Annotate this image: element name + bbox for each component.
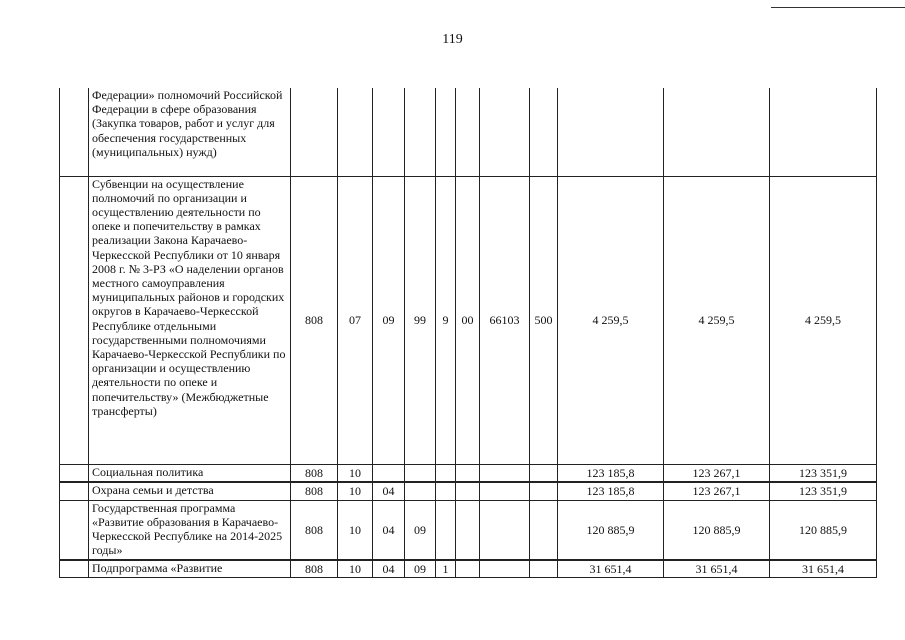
cell-pr: 04 bbox=[373, 500, 405, 560]
table-row bbox=[60, 176, 877, 464]
cell-vr: 500 bbox=[530, 176, 558, 464]
spacer-cell bbox=[60, 176, 89, 464]
cell-vr bbox=[530, 560, 558, 577]
table-row bbox=[60, 88, 877, 176]
table-row bbox=[60, 500, 877, 560]
cell-c4 bbox=[480, 88, 530, 176]
cell-c2: 9 bbox=[436, 176, 456, 464]
row-name: Субвенции на осуществление полномочий по организации и осуществлению деятельности по опеке и попечительству в рамках реализации Закона Карачаево-Черкесской Республики от 10 января 2008 г. № 3-РЗ «О наделении органов местного самоуправления муниципальных районов и городских округов в Карачаево-Черкесской Республике отдельными государственными полномочиями Карачаево-Черкесской Республики по организации и осуществлению деятельности по опеке и попечительству» (Межбюджетные трансферты) bbox=[89, 176, 291, 464]
cell-c1 bbox=[405, 464, 436, 482]
cell-pr bbox=[373, 464, 405, 482]
cell-c3 bbox=[456, 88, 480, 176]
spacer-cell bbox=[60, 482, 89, 500]
cell-c4 bbox=[480, 560, 530, 577]
cell-c3 bbox=[456, 482, 480, 500]
cell-gr: 808 bbox=[291, 560, 338, 577]
cell-y1 bbox=[558, 88, 664, 176]
cell-rz bbox=[338, 88, 373, 176]
row-name: Государственная программа «Развитие образования в Карачаево-Черкесской Республике на 2014-2025 годы» bbox=[89, 500, 291, 560]
spacer-cell bbox=[60, 464, 89, 482]
cell-c3: 00 bbox=[456, 176, 480, 464]
cell-c2 bbox=[436, 88, 456, 176]
cell-c4 bbox=[480, 482, 530, 500]
cell-y3: 4 259,5 bbox=[770, 176, 877, 464]
cell-y3: 31 651,4 bbox=[770, 560, 877, 577]
cell-y1: 31 651,4 bbox=[558, 560, 664, 577]
cell-rz: 07 bbox=[338, 176, 373, 464]
cell-c2: 1 bbox=[436, 560, 456, 577]
cell-gr bbox=[291, 88, 338, 176]
cell-y3: 123 351,9 bbox=[770, 464, 877, 482]
cell-gr: 808 bbox=[291, 482, 338, 500]
cell-c3 bbox=[456, 464, 480, 482]
cell-y3 bbox=[770, 88, 877, 176]
cell-c1: 99 bbox=[405, 176, 436, 464]
cell-rz: 10 bbox=[338, 560, 373, 577]
spacer-cell bbox=[60, 88, 89, 176]
cell-c1 bbox=[405, 482, 436, 500]
row-name: Федерации» полномочий Российской Федерации в сфере образования (Закупка товаров, работ и услуг для обеспечения государственных (муниципальных) нужд) bbox=[89, 88, 291, 176]
cell-pr: 04 bbox=[373, 560, 405, 577]
cell-c2 bbox=[436, 482, 456, 500]
cell-c4: 66103 bbox=[480, 176, 530, 464]
cell-pr: 04 bbox=[373, 482, 405, 500]
cell-gr: 808 bbox=[291, 464, 338, 482]
cell-pr bbox=[373, 88, 405, 176]
cell-vr bbox=[530, 464, 558, 482]
cell-y2: 4 259,5 bbox=[664, 176, 770, 464]
cell-y1: 123 185,8 bbox=[558, 482, 664, 500]
cell-y1: 123 185,8 bbox=[558, 464, 664, 482]
cell-c1: 09 bbox=[405, 560, 436, 577]
cell-c4 bbox=[480, 464, 530, 482]
cell-y2: 31 651,4 bbox=[664, 560, 770, 577]
cell-rz: 10 bbox=[338, 482, 373, 500]
cell-c4 bbox=[480, 500, 530, 560]
cell-vr bbox=[530, 88, 558, 176]
cell-y2: 123 267,1 bbox=[664, 464, 770, 482]
cell-pr: 09 bbox=[373, 176, 405, 464]
cell-y2: 120 885,9 bbox=[664, 500, 770, 560]
cell-rz: 10 bbox=[338, 500, 373, 560]
cell-y2 bbox=[664, 88, 770, 176]
row-name: Социальная политика bbox=[89, 464, 291, 482]
table-row bbox=[60, 482, 877, 500]
cell-y2: 123 267,1 bbox=[664, 482, 770, 500]
row-name: Охрана семьи и детства bbox=[89, 482, 291, 500]
budget-table bbox=[59, 88, 877, 578]
corner-line bbox=[771, 7, 905, 8]
cell-gr: 808 bbox=[291, 176, 338, 464]
cell-c3 bbox=[456, 560, 480, 577]
cell-vr bbox=[530, 482, 558, 500]
cell-vr bbox=[530, 500, 558, 560]
row-name: Подпрограмма «Развитие bbox=[89, 560, 291, 577]
cell-c3 bbox=[456, 500, 480, 560]
spacer-cell bbox=[60, 560, 89, 577]
cell-y3: 123 351,9 bbox=[770, 482, 877, 500]
spacer-cell bbox=[60, 500, 89, 560]
table-row bbox=[60, 560, 877, 577]
page-number: 119 bbox=[442, 32, 463, 47]
cell-c1: 09 bbox=[405, 500, 436, 560]
table-row bbox=[60, 464, 877, 482]
cell-y3: 120 885,9 bbox=[770, 500, 877, 560]
cell-y1: 120 885,9 bbox=[558, 500, 664, 560]
cell-y1: 4 259,5 bbox=[558, 176, 664, 464]
cell-c2 bbox=[436, 464, 456, 482]
cell-rz: 10 bbox=[338, 464, 373, 482]
cell-c2 bbox=[436, 500, 456, 560]
cell-gr: 808 bbox=[291, 500, 338, 560]
cell-c1 bbox=[405, 88, 436, 176]
